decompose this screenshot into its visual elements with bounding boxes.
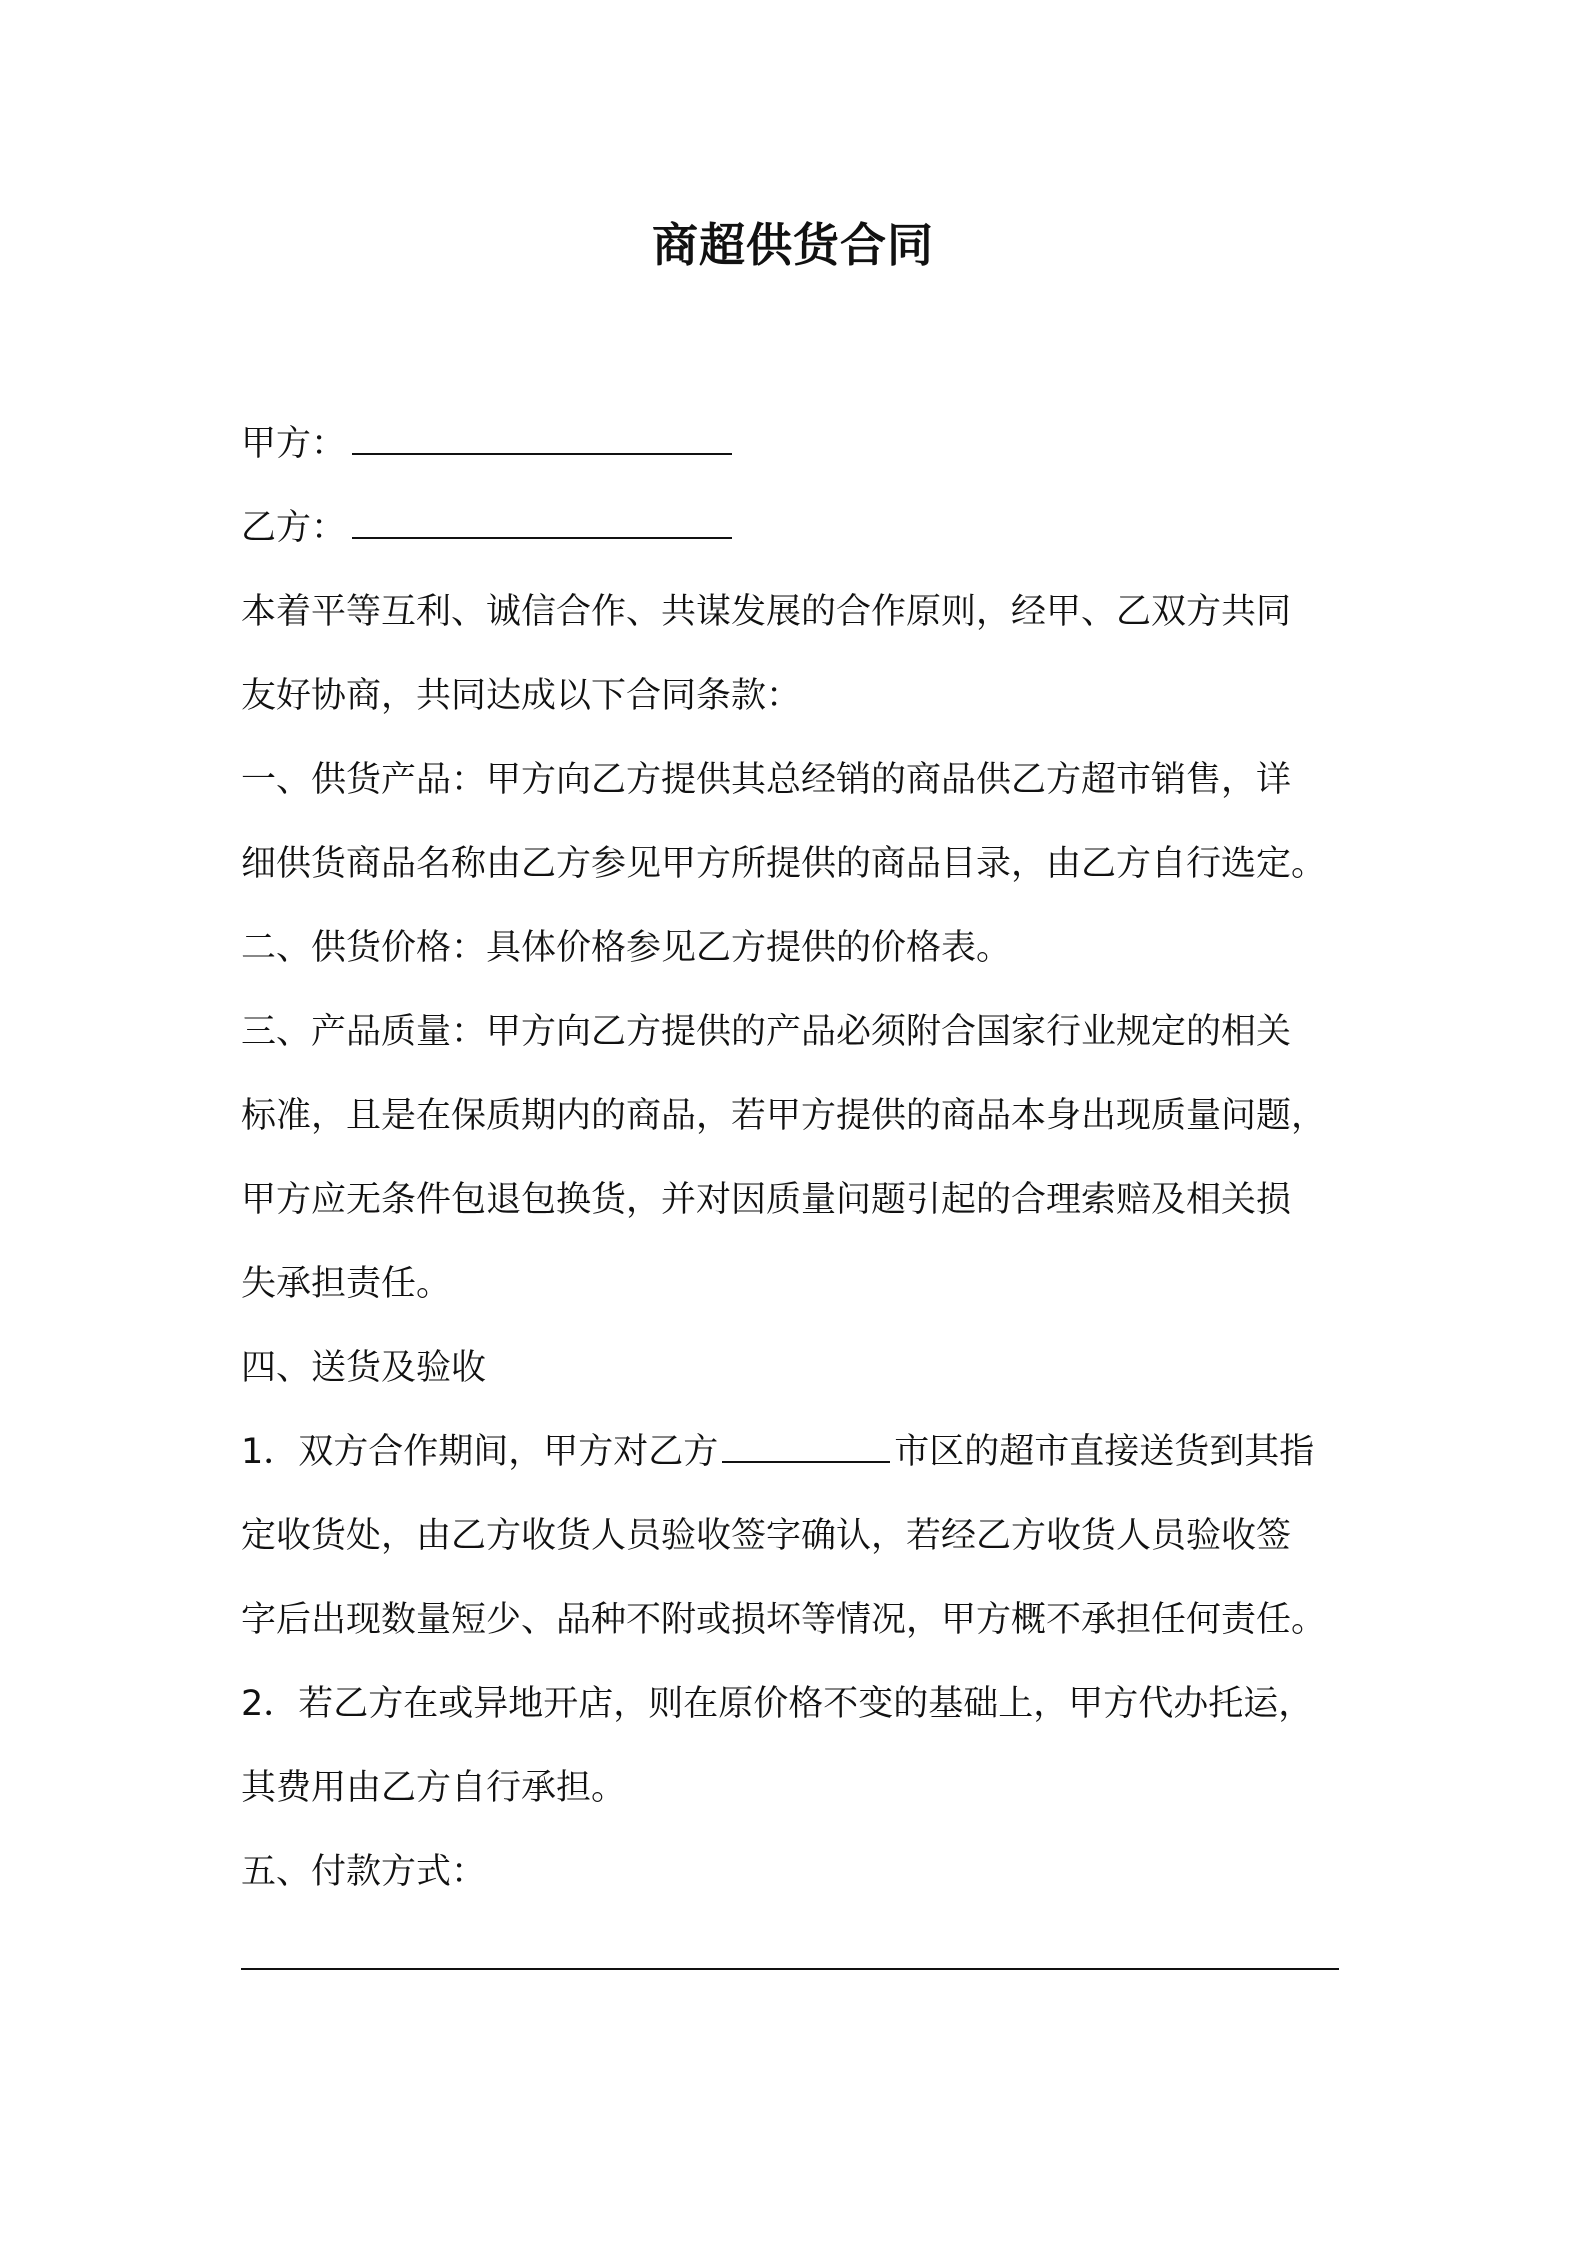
party-a-blank <box>352 433 732 455</box>
clause-4-item-1-before: 1．双方合作期间，甲方对乙方 <box>241 1432 719 1472</box>
clause-1-line: 细供货商品名称由乙方参见甲方所提供的商品目录，由乙方自行选定。 <box>241 844 1327 884</box>
clause-3-line: 标准，且是在保质期内的商品，若甲方提供的商品本身出现质量问题， <box>241 1096 1327 1136</box>
clause-4-heading: 四、送货及验收 <box>241 1348 487 1388</box>
clause-3-line: 失承担责任。 <box>241 1264 452 1304</box>
intro-line: 友好协商，共同达成以下合同条款： <box>241 676 802 716</box>
party-a-line <box>241 402 1361 486</box>
clause-4-item-1-line: 定收货处，由乙方收货人员验收签字确认，若经乙方收货人员验收签 <box>241 1516 1292 1556</box>
payment-method-blank <box>241 1968 1339 1970</box>
clause-4-item-1-line: 字后出现数量短少、品种不附或损坏等情况，甲方概不承担任何责任。 <box>241 1600 1327 1640</box>
clause-4-item-1-line <box>241 1410 1361 1494</box>
clause-4-item-2-line: 2．若乙方在或异地开店，则在原价格不变的基础上，甲方代办托运， <box>241 1684 1314 1724</box>
clause-2-line: 二、供货价格：具体价格参见乙方提供的价格表。 <box>241 928 1012 968</box>
clause-3-line: 三、产品质量：甲方向乙方提供的产品必须附合国家行业规定的相关 <box>241 1012 1292 1052</box>
party-b-line <box>241 486 1361 570</box>
document-title: 商超供货合同 <box>652 218 934 272</box>
clause-4-item-1-after: 市区的超市直接送货到其指 <box>894 1432 1315 1472</box>
clause-4-item-2-line: 其费用由乙方自行承担。 <box>241 1768 627 1808</box>
party-b-blank <box>352 517 732 539</box>
party-b-label: 乙方： <box>241 508 347 548</box>
clause-1-line: 一、供货产品：甲方向乙方提供其总经销的商品供乙方超市销售，详 <box>241 760 1292 800</box>
city-blank <box>722 1441 890 1463</box>
intro-line: 本着平等互利、诚信合作、共谋发展的合作原则，经甲、乙双方共同 <box>241 592 1292 632</box>
party-a-label: 甲方： <box>241 424 347 464</box>
clause-3-line: 甲方应无条件包退包换货，并对因质量问题引起的合理索赔及相关损 <box>241 1180 1292 1220</box>
clause-5-heading: 五、付款方式： <box>241 1852 487 1892</box>
document-body <box>241 402 1361 1914</box>
